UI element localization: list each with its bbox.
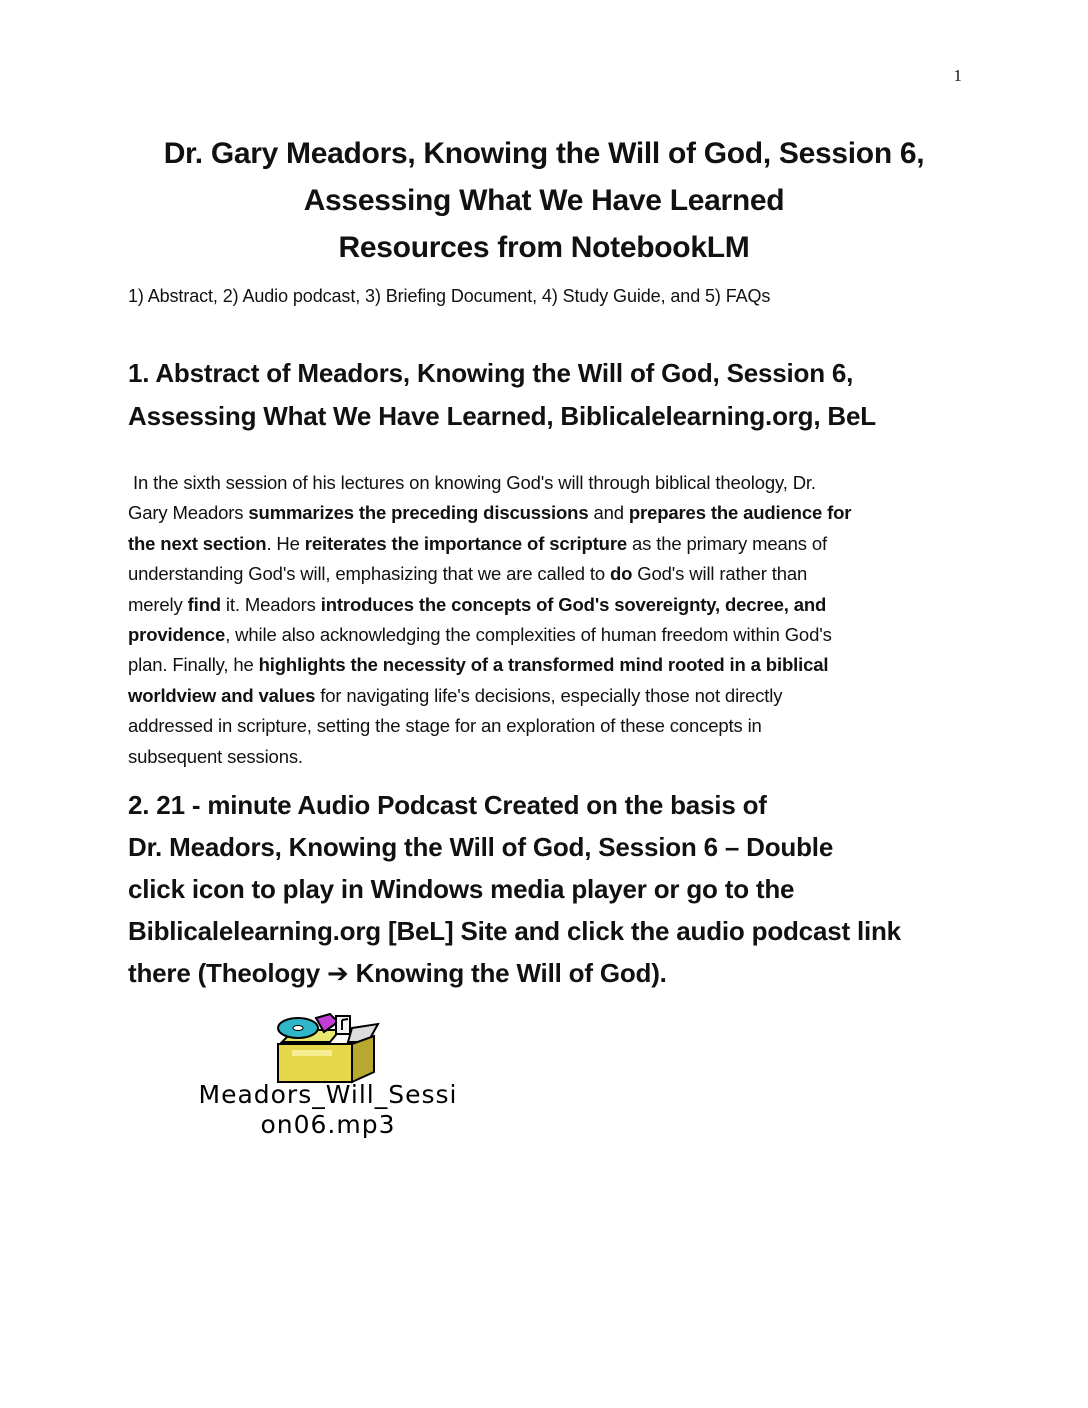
abstract-emphasis: reiterates the importance of scripture [304,532,628,554]
abstract-text: and [588,502,629,524]
abstract-paragraph [128,468,958,772]
audio-file-attachment[interactable] [128,1012,528,1142]
section-2-heading-line: 2. 21 - minute Audio Podcast Created on the basis of [128,790,767,820]
section-2-heading-line: there (Theology ➔ Knowing the Will of God). [128,958,667,988]
section-1-heading-line-2: Assessing What We Have Learned, Biblicalelearning.org, BeL [128,401,876,431]
abstract-emphasis: introduces the concepts of God's sovereignty, decree, and [320,593,827,615]
abstract-emphasis: find [187,593,221,615]
title-line-2: Assessing What We Have Learned [303,184,785,217]
section-2-heading-line: Biblicalelearning.org [BeL] Site and click the audio podcast link [128,916,901,946]
abstract-line [128,498,958,528]
abstract-text: , while also acknowledging the complexities of human freedom within God's [225,623,832,645]
abstract-text: subsequent sessions. [128,745,303,767]
abstract-text: . He [266,532,305,554]
abstract-line [128,742,958,772]
abstract-text: addressed in scripture, setting the stage for an exploration of these concepts in [128,715,762,737]
contents-list: 1) Abstract, 2) Audio podcast, 3) Briefing Document, 4) Study Guide, and 5) FAQs [128,286,771,306]
abstract-emphasis: the next section [128,532,267,554]
audio-file-name-line-1: Meadors_Will_Sessi [198,1080,458,1109]
abstract-text: understanding God's will, emphasizing that we are called to [128,563,610,585]
page-number: 1 [953,66,962,85]
document-title [128,130,960,271]
abstract-emphasis: providence [128,623,226,645]
abstract-line [128,529,958,559]
title-line-3: Resources from NotebookLM [338,231,750,264]
abstract-text: as the primary means of [627,532,828,554]
audio-file-name-line-2: on06.mp3 [260,1110,396,1139]
abstract-line [128,559,958,589]
abstract-text: plan. Finally, he [128,654,259,676]
abstract-line [128,620,958,650]
abstract-emphasis: do [609,563,633,585]
abstract-text: merely [128,593,188,615]
abstract-emphasis: worldview and values [128,684,316,706]
abstract-text: for navigating life's decisions, especially those not directly [315,684,783,706]
abstract-emphasis: summarizes the preceding discussions [248,502,589,524]
section-2-heading-line: Dr. Meadors, Knowing the Will of God, Session 6 – Double [128,832,834,862]
abstract-emphasis: highlights the necessity of a transformed mind rooted in a biblical [258,654,829,676]
section-2-heading [128,784,968,994]
abstract-line [128,711,958,741]
abstract-line [128,650,958,680]
title-line-1: Dr. Gary Meadors, Knowing the Will of God, Session 6, [163,137,925,170]
section-1-heading [128,352,968,438]
abstract-text: it. Meadors [220,593,321,615]
package-media-icon [268,1012,388,1084]
abstract-line [128,468,958,498]
abstract-text: God's will rather than [632,563,808,585]
abstract-line [128,590,958,620]
abstract-text: Gary Meadors [128,502,249,524]
abstract-text: In the sixth session of his lectures on knowing God's will through biblical theology, Dr. [128,472,816,493]
audio-file-caption [128,1080,528,1140]
abstract-emphasis: prepares the audience for [628,502,852,524]
section-1-heading-line-1: 1. Abstract of Meadors, Knowing the Will of God, Session 6, [128,358,854,388]
abstract-line [128,681,958,711]
section-2-heading-line: click icon to play in Windows media player or go to the [128,874,795,904]
